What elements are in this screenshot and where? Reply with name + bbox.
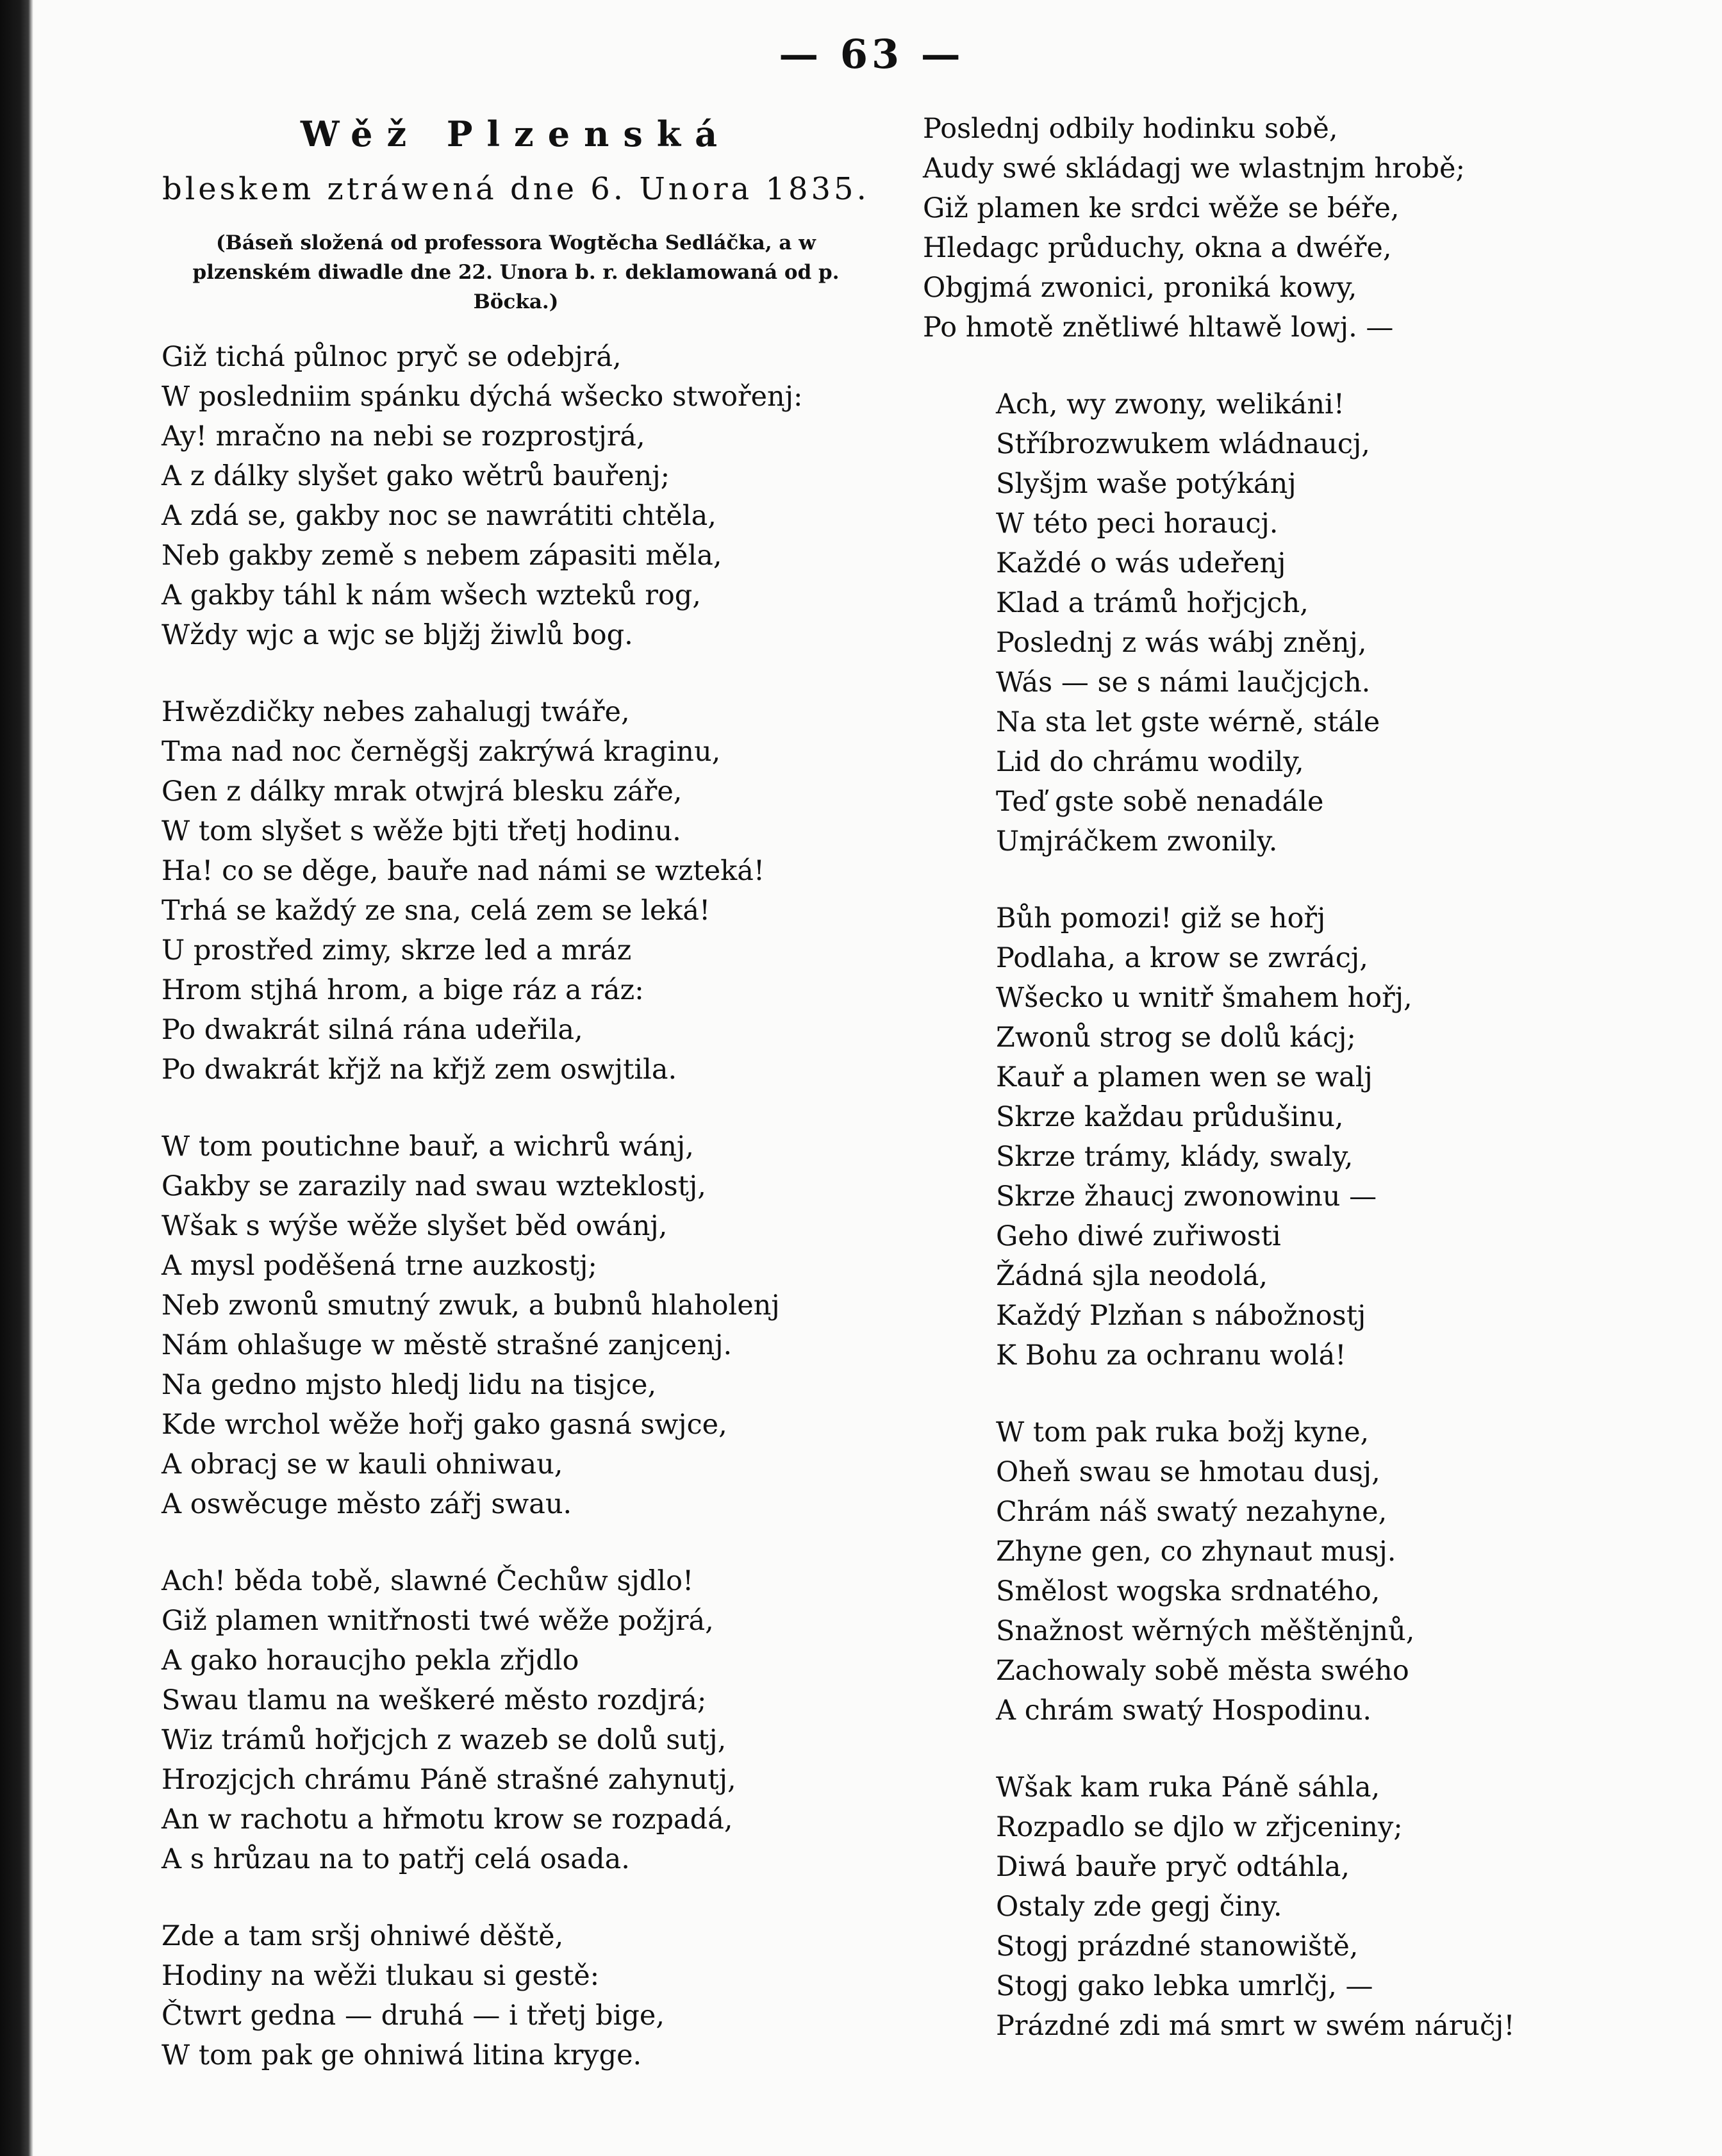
verse-line: Smělost wogska srdnatého, (996, 1575, 1380, 1607)
verse-line: Wšecko u wnitř šmahem hořj, (996, 982, 1412, 1014)
verse-line: W tom poutichne bauř, a wichrů wánj, (161, 1131, 694, 1163)
verse-line: A chrám swatý Hospodinu. (996, 1695, 1372, 1727)
verse-line: A zdá se, gakby noc se nawrátiti chtěla, (161, 500, 716, 533)
verse-line: A obracj se w kauli ohniwau, (161, 1448, 563, 1481)
stanza (147, 692, 884, 1090)
right-stanzas (923, 109, 1564, 2046)
right-column (923, 109, 1564, 2083)
verse-line: Zachowaly sobě města swého (996, 1655, 1409, 1687)
verse-line: Teď gste sobě nenadále (996, 786, 1324, 818)
verse-line: Nám ohlašuge w městě strašné zanjcenj. (161, 1329, 733, 1362)
verse-line: W tom pak ge ohniwá litina kryge. (161, 2039, 642, 2072)
stanza (923, 1413, 1564, 1730)
verse-line: Wždy wjc a wjc se bljžj žiwlů bog. (161, 619, 633, 652)
verse-line: Skrze každau průdušinu, (996, 1101, 1344, 1133)
verse-line: Hodiny na wěži tlukau si gestě: (161, 1960, 600, 1993)
verse-line: Ach! běda tobě, slawné Čechůw sjdlo! (161, 1565, 694, 1598)
left-stanzas (147, 337, 884, 2075)
verse-line: W tom pak ruka božj kyne, (996, 1416, 1370, 1448)
verse-line: A gako horaucjho pekla zřjdlo (161, 1645, 579, 1677)
verse-line: Hledagc průduchy, okna a dwéře, (923, 232, 1392, 264)
poem-title: Wěž Plzenská (300, 113, 732, 154)
verse-line: Hrom stjhá hrom, a bige ráz a ráz: (161, 974, 644, 1007)
verse-line: Audy swé skládagj we wlastnjm hrobě; (923, 153, 1465, 185)
stanza (147, 1127, 884, 1524)
verse-line: Kauř a plamen wen se walj (996, 1061, 1373, 1093)
verse-line: Oheň swau se hmotau dusj, (996, 1456, 1380, 1488)
verse-line: Kde wrchol wěže hořj gako gasná swjce, (161, 1409, 727, 1441)
verse-line: A s hrůzau na to patřj celá osada. (161, 1843, 630, 1876)
verse-line: K Bohu za ochranu wolá! (996, 1339, 1346, 1372)
verse-line: Čtwrt gedna — druhá — i třetj bige, (161, 2000, 665, 2032)
verse-line: Žádná sjla neodolá, (996, 1260, 1268, 1292)
verse-line: Wiz trámů hořjcjch z wazeb se dolů sutj, (161, 1724, 727, 1757)
verse-line: U prostřed zimy, skrze led a mráz (161, 934, 632, 967)
verse-line: A mysl poděšená trne auzkostj; (161, 1250, 597, 1282)
verse-line: Každý Plzňan s nábožnostj (996, 1300, 1366, 1332)
verse-line: Ha! co se děge, bauře nad námi se wzteká! (161, 855, 765, 888)
poem-subtitle: bleskem ztráwená dne 6. Unora 1835. (162, 171, 870, 208)
scan-border (0, 0, 33, 2156)
page-number: — 63 — (779, 31, 964, 78)
verse-line: Diwá bauře pryč odtáhla, (996, 1851, 1350, 1883)
verse-line: Rozpadlo se djlo w zřjceniny; (996, 1811, 1403, 1843)
verse-line: Skrze trámy, klády, swaly, (996, 1141, 1354, 1173)
verse-line: Chrám náš swatý nezahyne, (996, 1496, 1387, 1528)
verse-line: A z dálky slyšet gako wětrů bauřenj; (161, 460, 670, 493)
verse-line: Ay! mračno na nebi se rozprostjrá, (161, 420, 645, 453)
verse-line: Slyšjm waše potýkánj (996, 468, 1296, 500)
verse-line: Gakby se zarazily nad swau wzteklostj, (161, 1170, 706, 1203)
verse-line: Umjráčkem zwonily. (996, 825, 1278, 858)
verse-line: W této peci horaucj. (996, 508, 1279, 540)
verse-line: A gakby táhl k nám wšech wzteků rog, (161, 579, 701, 612)
stanza (147, 1561, 884, 1879)
verse-line: Neb gakby země s nebem zápasiti měla, (161, 540, 722, 572)
verse-line: Tma nad noc černěgšj zakrýwá kraginu, (161, 736, 721, 768)
verse-line: A oswěcuge město zářj swau. (161, 1488, 572, 1521)
verse-line: W tom slyšet s wěže bjti třetj hodinu. (161, 815, 681, 848)
verse-line: Trhá se každý ze sna, celá zem se leká! (161, 895, 711, 927)
verse-line: Na sta let gste wérně, stále (996, 706, 1380, 738)
verse-line: Každé o wás udeřenj (996, 547, 1286, 579)
left-column (147, 109, 884, 2112)
poem-note: (Báseň složená od professora Wogtěcha Sedláčka, a w plzenském diwadle dne 22. Unora b. r. deklamowaná od p. Böcka.) (192, 231, 840, 314)
verse-line: Prázdné zdi má smrt w swém náručj! (996, 2010, 1515, 2042)
verse-line: Geho diwé zuřiwosti (996, 1220, 1281, 1252)
verse-line: Po hmotě znětliwé hltawě lowj. — (923, 311, 1394, 344)
verse-line: Stogj prázdné stanowiště, (996, 1930, 1359, 1962)
stanza (923, 1768, 1564, 2046)
verse-line: Ostaly zde gegj činy. (996, 1891, 1282, 1923)
verse-line: Stříbrozwukem wládnaucj, (996, 428, 1370, 460)
verse-line: Wšak s wýše wěže slyšet běd owánj, (161, 1210, 668, 1243)
verse-line: Poslednj z wás wábj zněnj, (996, 627, 1367, 659)
verse-line: Giž plamen wnitřnosti twé wěže požjrá, (161, 1605, 714, 1638)
verse-line: Po dwakrát křjž na křjž zem oswjtila. (161, 1054, 677, 1086)
verse-line: Hwězdičky nebes zahalugj twáře, (161, 696, 630, 729)
verse-line: Skrze žhaucj zwonowinu — (996, 1181, 1377, 1213)
verse-line: Lid do chrámu wodily, (996, 746, 1304, 778)
verse-line: Snažnost wěrných měštěnjnů, (996, 1615, 1415, 1647)
verse-line: Ach, wy zwony, welikáni! (996, 388, 1345, 420)
verse-line: Gen z dálky mrak otwjrá blesku záře, (161, 775, 683, 808)
verse-line: Stogj gako lebka umrlčj, — (996, 1970, 1373, 2002)
verse-line: W posledniim spánku dýchá wšecko stwořenj: (161, 381, 803, 413)
verse-line: Giž tichá půlnoc pryč se odebjrá, (161, 341, 622, 374)
verse-line: Hrozjcjch chrámu Páně strašné zahynutj, (161, 1764, 736, 1796)
verse-line: Wšak kam ruka Páně sáhla, (996, 1771, 1380, 1804)
verse-line: Wás — se s námi laučjcjch. (996, 667, 1371, 699)
verse-line: Neb zwonů smutný zwuk, a bubnů hlaholenj (161, 1289, 780, 1322)
verse-line: Poslednj odbily hodinku sobě, (923, 113, 1338, 145)
stanza (923, 385, 1564, 861)
verse-line: Swau tlamu na weškeré město rozdjrá; (161, 1684, 707, 1717)
verse-line: Giž plamen ke srdci wěže se béře, (923, 192, 1400, 224)
stanza (923, 109, 1564, 347)
stanza (147, 1916, 884, 2075)
verse-line: Zhyne gen, co zhynaut musj. (996, 1536, 1396, 1568)
verse-line: An w rachotu a hřmotu krow se rozpadá, (161, 1804, 733, 1836)
verse-line: Po dwakrát silná rána udeřila, (161, 1014, 583, 1047)
verse-line: Obgjmá zwonici, proniká kowy, (923, 272, 1357, 304)
verse-line: Na gedno mjsto hledj lidu na tisjce, (161, 1369, 657, 1402)
verse-line: Klad a trámů hořjcjch, (996, 587, 1309, 619)
stanza (147, 337, 884, 655)
verse-line: Zwonů strog se dolů kácj; (996, 1022, 1356, 1054)
stanza (923, 899, 1564, 1375)
verse-line: Bůh pomozi! giž se hořj (996, 902, 1326, 934)
verse-line: Podlaha, a krow se zwrácj, (996, 942, 1368, 974)
verse-line: Zde a tam sršj ohniwé děště, (161, 1920, 564, 1953)
